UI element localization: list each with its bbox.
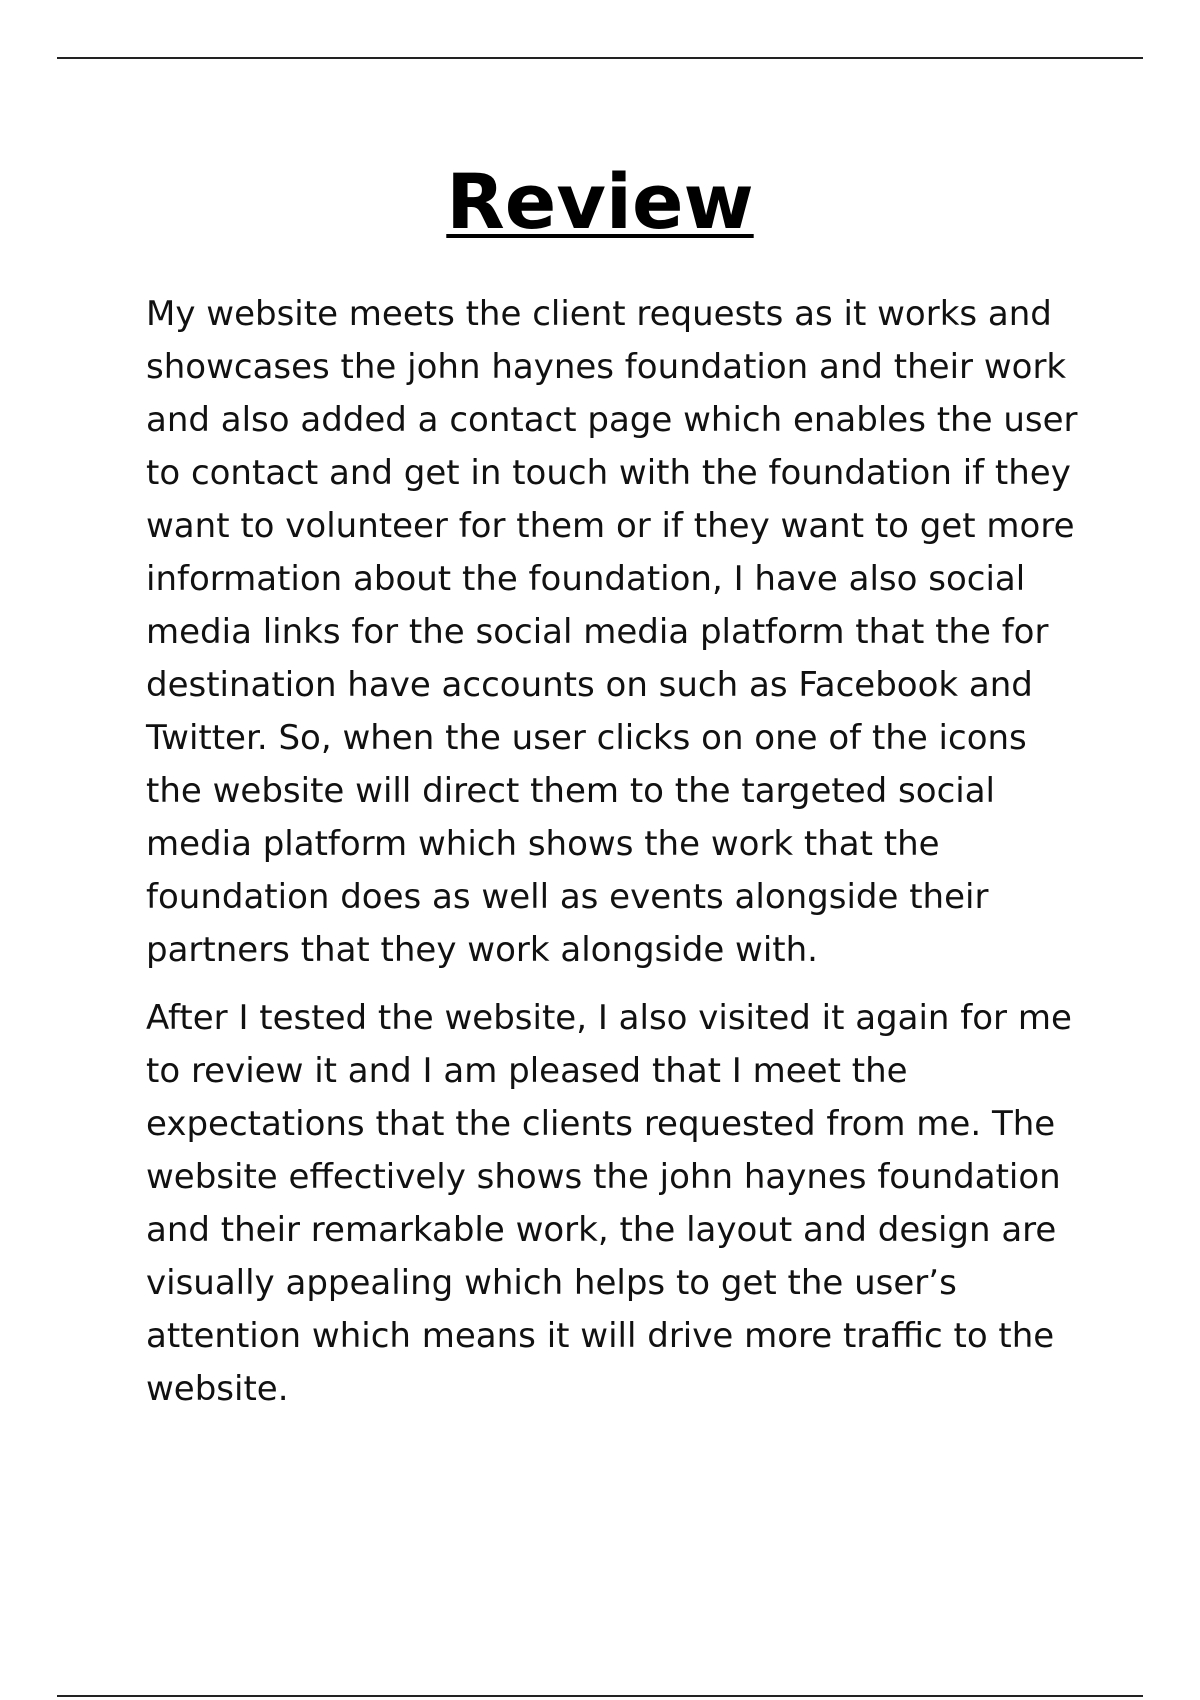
paragraph-line: showcases the john haynes foundation and their work <box>146 347 1067 387</box>
paragraph-line: Twitter. So, when the user clicks on one of the icons <box>146 718 1027 758</box>
paragraph-line: website effectively shows the john haynes foundation <box>146 1157 1061 1197</box>
paragraph-line: foundation does as well as events alongside their <box>146 877 989 917</box>
paragraph-line: want to volunteer for them or if they want to get more <box>146 506 1075 546</box>
paragraph-line: expectations that the clients requested from me. The <box>146 1104 1056 1144</box>
paragraph-2 <box>146 992 1076 1416</box>
paragraph-line: media platform which shows the work that the <box>146 824 940 864</box>
paragraph-line: the website will direct them to the targeted social <box>146 771 995 811</box>
paragraph-line: My website meets the client requests as it works and <box>146 294 1052 334</box>
paragraph-line: website. <box>146 1369 289 1409</box>
paragraph-line: After I tested the website, I also visited it again for me <box>146 998 1072 1038</box>
paragraph-line: destination have accounts on such as Facebook and <box>146 665 1033 705</box>
paragraph-line: partners that they work alongside with. <box>146 930 818 970</box>
bottom-divider <box>57 1695 1143 1697</box>
paragraph-line: to review it and I am pleased that I meet the <box>146 1051 908 1091</box>
paragraph-line: media links for the social media platform that the for <box>146 612 1049 652</box>
paragraph-line: and also added a contact page which enables the user <box>146 400 1078 440</box>
paragraph-line: to contact and get in touch with the foundation if they <box>146 453 1071 493</box>
page-title: Review <box>446 157 754 246</box>
top-divider <box>57 57 1143 59</box>
paragraph-line: and their remarkable work, the layout and design are <box>146 1210 1057 1250</box>
paragraph-1 <box>146 288 1076 977</box>
document-body <box>146 288 1076 1431</box>
paragraph-line: information about the foundation, I have also social <box>146 559 1026 599</box>
paragraph-line: attention which means it will drive more traffic to the <box>146 1316 1055 1356</box>
title-container <box>0 157 1200 246</box>
paragraph-line: visually appealing which helps to get the user’s <box>146 1263 957 1303</box>
